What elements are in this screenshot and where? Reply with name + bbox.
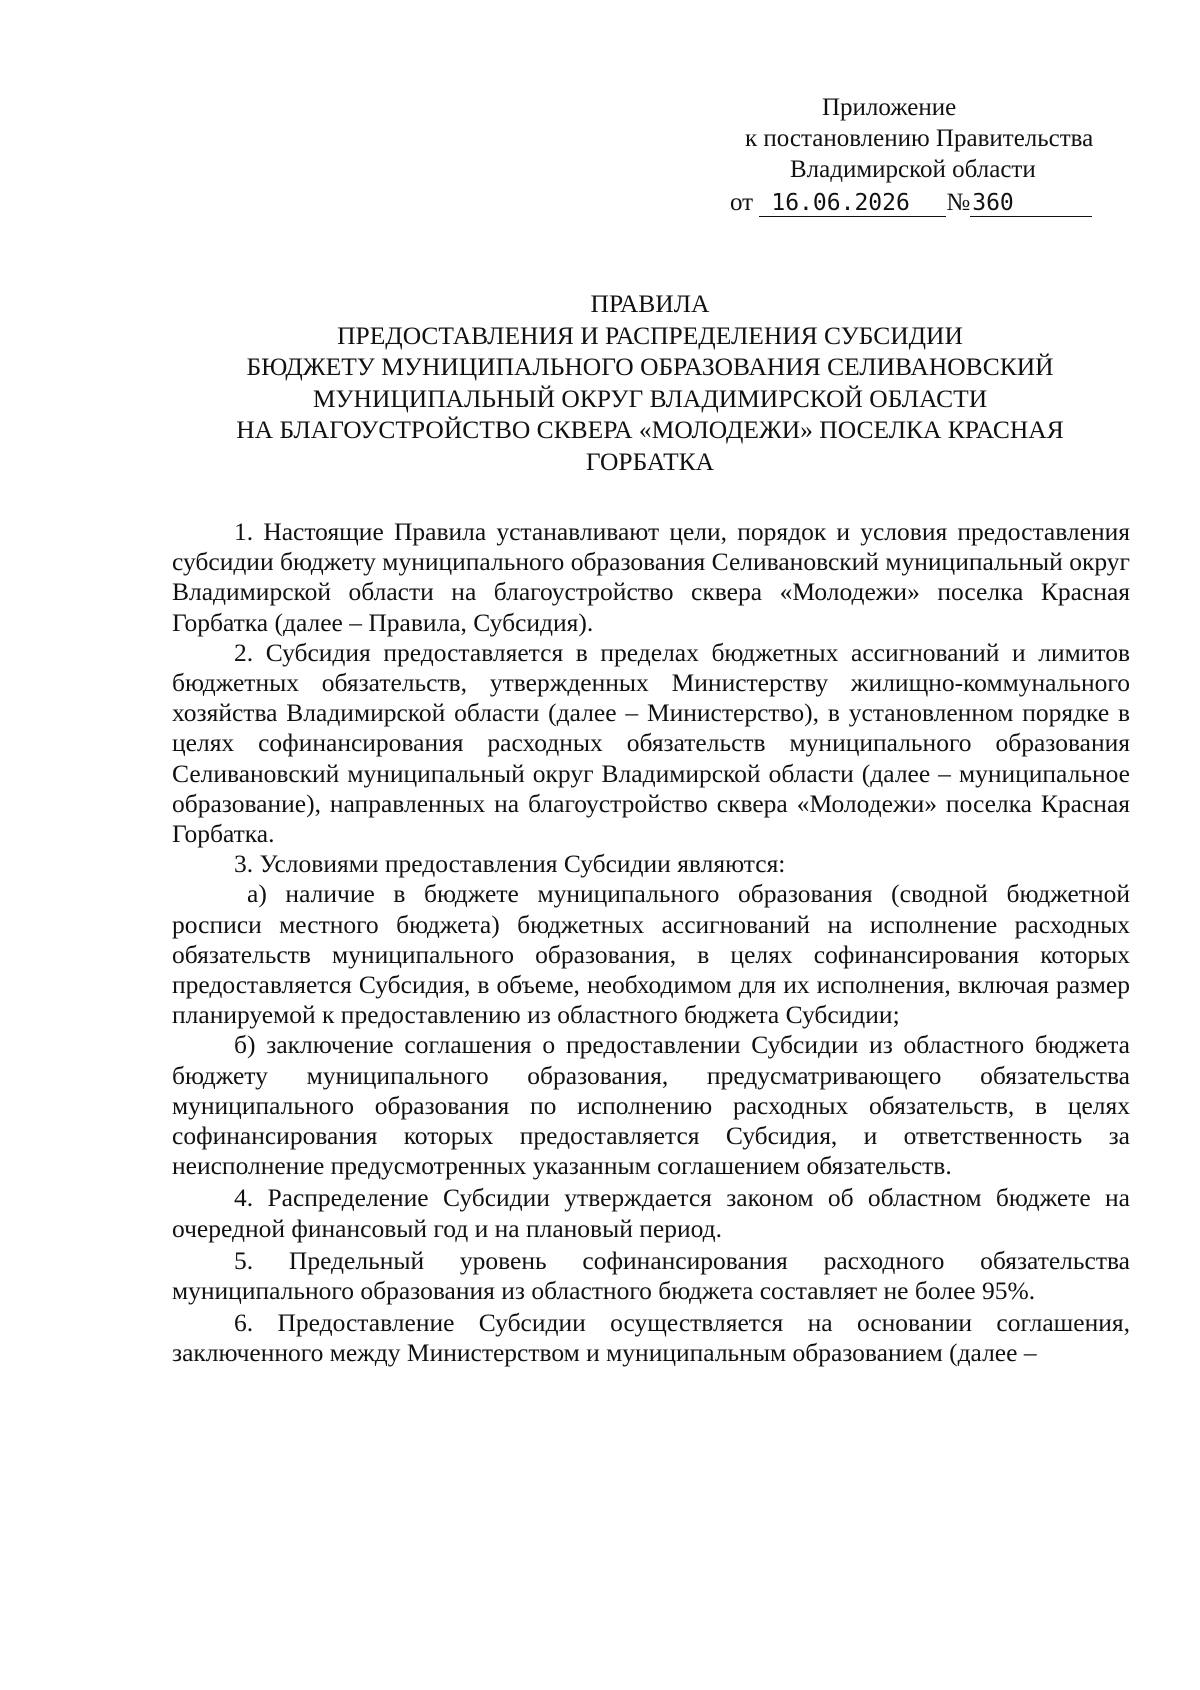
appendix-region: Владимирской области <box>790 156 1036 183</box>
title-line: ПРАВИЛА <box>590 289 710 318</box>
resolution-number: 360 <box>970 190 1092 217</box>
document-body <box>172 517 1130 1369</box>
paragraph-2: 2. Субсидия предоставляется в пределах бюджетных ассигнований и лимитов бюджетных обязательств, утвержденных Министерству жилищно-коммунального хозяйства Владимирской области (далее – Министерство), в установленном порядке в целях софинансирования расходных обязательств муниципального образования Селивановский муниципальный округ Владимирской области (далее – муниципальное образование), направленных на благоустройство сквера «Молодежи» поселка Красная Горбатка. <box>172 637 1130 849</box>
paragraph-3b: б) заключение соглашения о предоставлении Субсидии из областного бюджета бюджету муниципального образования, предусматривающего обязательства муниципального образования по исполнению расходных обязательств, в целях софинансирования которых предоставляется Субсидия, и ответственность за неисполнение предусмотренных указанным соглашением обязательств. <box>172 1030 1130 1181</box>
document-title <box>170 288 1130 477</box>
title-line: ГОРБАТКА <box>585 446 715 476</box>
paragraph-4: 4. Распределение Субсидии утверждается законом об областном бюджете на очередной финансовый год и на плановый период. <box>172 1183 1130 1243</box>
paragraph-3: 3. Условиями предоставления Субсидии являются: <box>234 849 786 879</box>
title-line: МУНИЦИПАЛЬНЫЙ ОКРУГ ВЛАДИМИРСКОЙ ОБЛАСТИ <box>312 383 988 413</box>
paragraph-6: 6. Предоставление Субсидии осуществляется на основании соглашения, заключенного между Министерством и муниципальным образованием (далее – <box>172 1308 1130 1368</box>
title-line: НА БЛАГОУСТРОЙСТВО СКВЕРА «МОЛОДЕЖИ» ПОСЕЛКА КРАСНАЯ <box>236 415 1064 444</box>
appendix-date-number <box>730 187 1135 218</box>
title-line: ПРЕДОСТАВЛЕНИЯ И РАСПРЕДЕЛЕНИЯ СУБСИДИИ <box>337 320 963 350</box>
date-prefix: от <box>730 189 754 216</box>
appendix-header <box>730 92 1135 218</box>
number-sign: № <box>946 189 971 216</box>
paragraph-3a: а) наличие в бюджете муниципального образования (сводной бюджетной росписи местного бюджета) бюджетных ассигнований на исполнение расходных обязательств муниципального образования, в целях софинансирования которых предоставляется Субсидия, в объеме, необходимом для их исполнения, включая размер планируемой к предоставлению из областного бюджета Субсидии; <box>172 879 1130 1030</box>
title-line: БЮДЖЕТУ МУНИЦИПАЛЬНОГО ОБРАЗОВАНИЯ СЕЛИВАНОВСКИЙ <box>246 352 1054 381</box>
resolution-date: 16.06.2026 <box>759 190 946 217</box>
paragraph-1: 1. Настоящие Правила устанавливают цели, порядок и условия предоставления субсидии бюджету муниципального образования Селивановский муниципальный округ Владимирской области на благоустройство сквера «Молодежи» поселка Красная Горбатка (далее – Правила, Субсидия). <box>172 517 1130 637</box>
appendix-title: Приложение <box>822 94 957 121</box>
paragraph-5: 5. Предельный уровень софинансирования расходного обязательства муниципального образования из областного бюджета составляет не более 95%. <box>172 1245 1130 1306</box>
appendix-resolution-ref: к постановлению Правительства <box>745 125 1094 152</box>
